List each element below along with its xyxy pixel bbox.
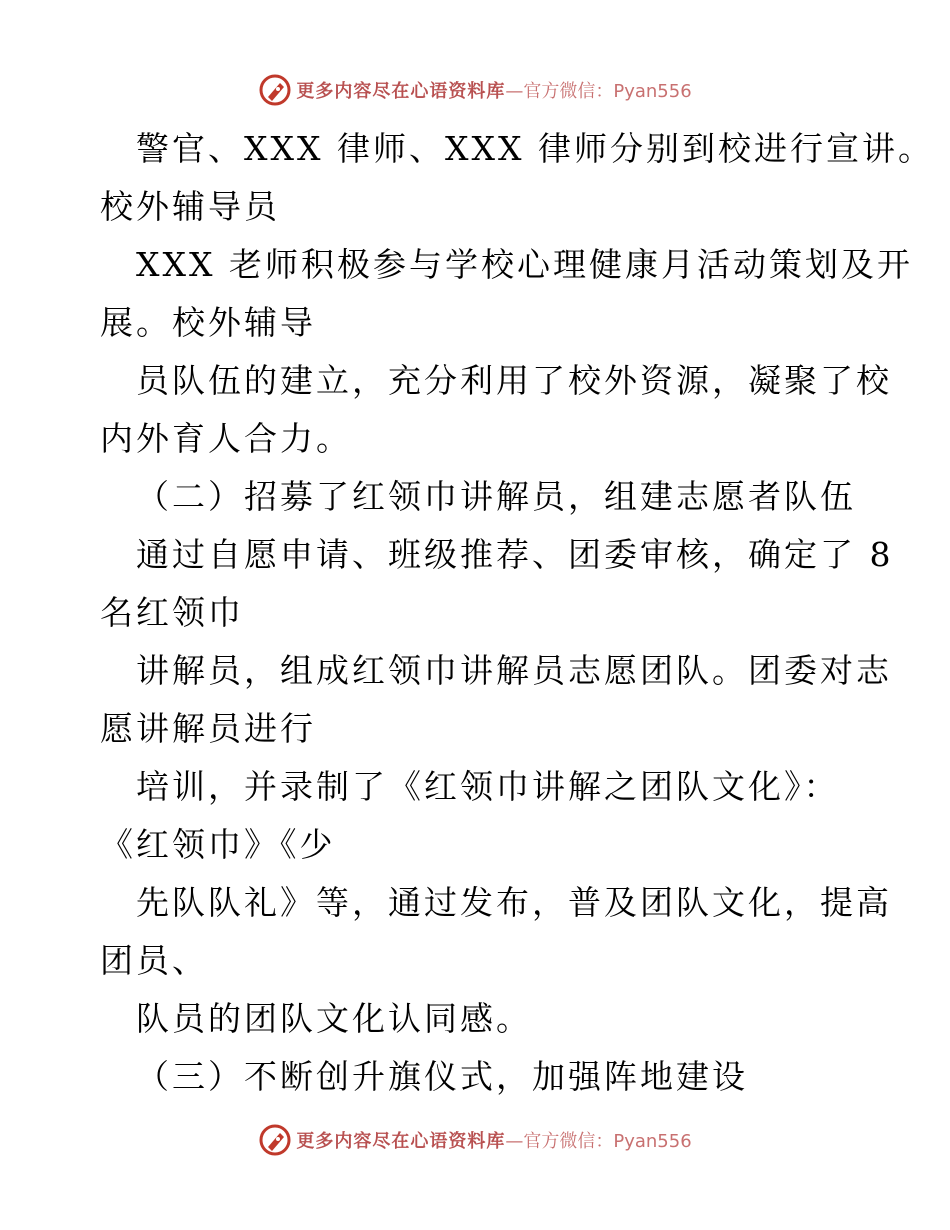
body-line: 名红领巾 (100, 593, 244, 632)
section-heading: （三）不断创升旗仪式，加强阵地建设 (136, 1057, 748, 1096)
body-line: 团员、 (100, 941, 208, 980)
section-heading: （二）招募了红领巾讲解员，组建志愿者队伍 (136, 477, 856, 516)
header-wechat-text: —官方微信：Pyan556 (505, 81, 692, 102)
body-line: 先队队礼》等，通过发布，普及团队文化，提高 (136, 883, 892, 922)
body-line: 通过自愿申请、班级推荐、团委审核，确定了 8 (136, 535, 894, 574)
footer-wechat-text: —官方微信：Pyan556 (505, 1131, 692, 1152)
pen-nib-logo-icon (258, 73, 292, 107)
footer-banner (0, 1120, 950, 1160)
body-line: 内外育人合力。 (100, 419, 352, 458)
body-line: 培训，并录制了《红领巾讲解之团队文化》： (136, 767, 840, 806)
body-line: 愿讲解员进行 (100, 709, 316, 748)
body-line: 展。校外辅导 (100, 303, 316, 342)
pen-nib-logo-icon (258, 1123, 292, 1157)
body-line: 员队伍的建立，充分利用了校外资源，凝聚了校 (136, 361, 892, 400)
body-line: 《红领巾》《少 (100, 825, 336, 864)
body-line: 队员的团队文化认同感。 (136, 999, 532, 1038)
header-banner (0, 70, 950, 110)
body-line: 校外辅导员 (100, 187, 280, 226)
header-brand-text: 更多内容尽在心语资料库 (296, 81, 506, 102)
footer-brand-text: 更多内容尽在心语资料库 (296, 1131, 506, 1152)
body-line: XXX 老师积极参与学校心理健康月活动策划及开 (136, 245, 913, 284)
body-line: 讲解员，组成红领巾讲解员志愿团队。团委对志 (136, 651, 892, 690)
body-line: 警官、XXX 律师、XXX 律师分别到校进行宣讲。 (136, 129, 934, 168)
